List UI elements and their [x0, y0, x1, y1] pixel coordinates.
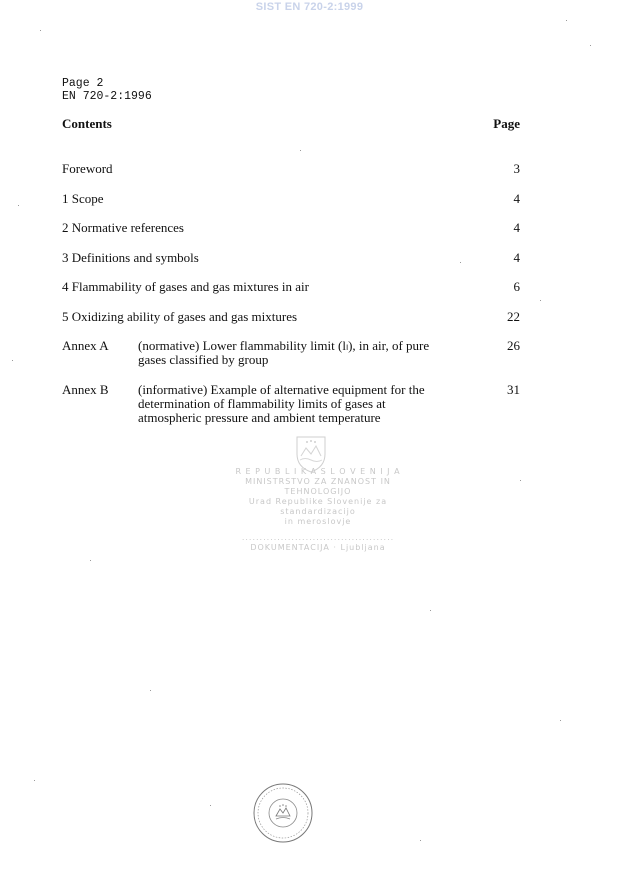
scan-speck	[40, 30, 41, 31]
annex-description-line: gases classified by group	[138, 352, 269, 367]
scan-speck	[90, 560, 91, 561]
scan-speck	[420, 840, 421, 841]
toc-entry-page: 4	[513, 191, 520, 206]
annex-label: Annex B	[62, 382, 109, 397]
stamp-line: MINISTRSTVO ZA ZNANOST IN TEHNOLOGIJO	[245, 477, 391, 496]
institution-stamp	[218, 467, 418, 553]
scan-speck	[300, 150, 301, 151]
stamp-line: ...........................................	[241, 533, 395, 542]
scan-speck	[590, 45, 591, 46]
toc-entry-page: 31	[507, 382, 520, 397]
stamp-line: in meroslovje	[284, 517, 352, 526]
toc-entry-title: Foreword	[62, 161, 113, 176]
scan-speck	[560, 720, 561, 721]
annex-description	[138, 339, 438, 367]
scan-speck	[34, 780, 35, 781]
toc-entry-page: 3	[513, 161, 520, 176]
annex-description-line: determination of flammability limits of gases at	[138, 396, 386, 411]
round-seal-icon	[252, 782, 314, 844]
toc-entry-page: 6	[513, 279, 520, 294]
watermark-header: SIST EN 720-2:1999	[255, 1, 364, 13]
toc-entry-annex-b	[62, 383, 520, 427]
toc-entry-page: 4	[513, 250, 520, 265]
toc-entry-title: 1 Scope	[62, 191, 104, 206]
scan-speck	[150, 690, 151, 691]
scan-speck	[540, 300, 541, 301]
page-column-heading: Page	[493, 116, 520, 131]
scan-speck	[430, 610, 431, 611]
annex-label: Annex A	[62, 338, 109, 353]
toc-entry-page: 22	[507, 309, 520, 324]
scan-speck	[18, 205, 19, 206]
standard-number-line: EN 720-2:1996	[62, 90, 152, 103]
page-number-line: Page 2	[62, 77, 104, 90]
toc-entry-annex-a	[62, 339, 520, 369]
annex-description	[138, 383, 438, 425]
toc-entry-title: 5 Oxidizing ability of gases and gas mixtures	[62, 309, 298, 324]
stamp-line: Urad Republike Slovenije za standardizacijo	[248, 497, 388, 516]
stamp-line: DOKUMENTACIJA · Ljubljana	[250, 543, 386, 552]
toc-entry-page: 26	[507, 338, 520, 353]
annex-description-line: (normative) Lower flammability limit (lₗ), in air, of pure	[138, 338, 430, 353]
scan-speck	[210, 805, 211, 806]
scan-speck	[566, 20, 567, 21]
toc-entry-title: 2 Normative references	[62, 220, 184, 235]
stamp-line: R E P U B L I K A S L O V E N I J A	[235, 467, 401, 476]
toc-entry-title: 3 Definitions and symbols	[62, 250, 199, 265]
scan-speck	[460, 262, 461, 263]
toc-entry-page: 4	[513, 220, 520, 235]
scan-speck	[12, 360, 13, 361]
toc-entry-title: 4 Flammability of gases and gas mixtures in air	[62, 279, 309, 294]
scan-speck	[520, 480, 521, 481]
contents-heading: Contents	[62, 116, 112, 131]
annex-description-line: atmospheric pressure and ambient temperature	[138, 410, 381, 425]
annex-description-line: (informative) Example of alternative equipment for the	[138, 382, 425, 397]
